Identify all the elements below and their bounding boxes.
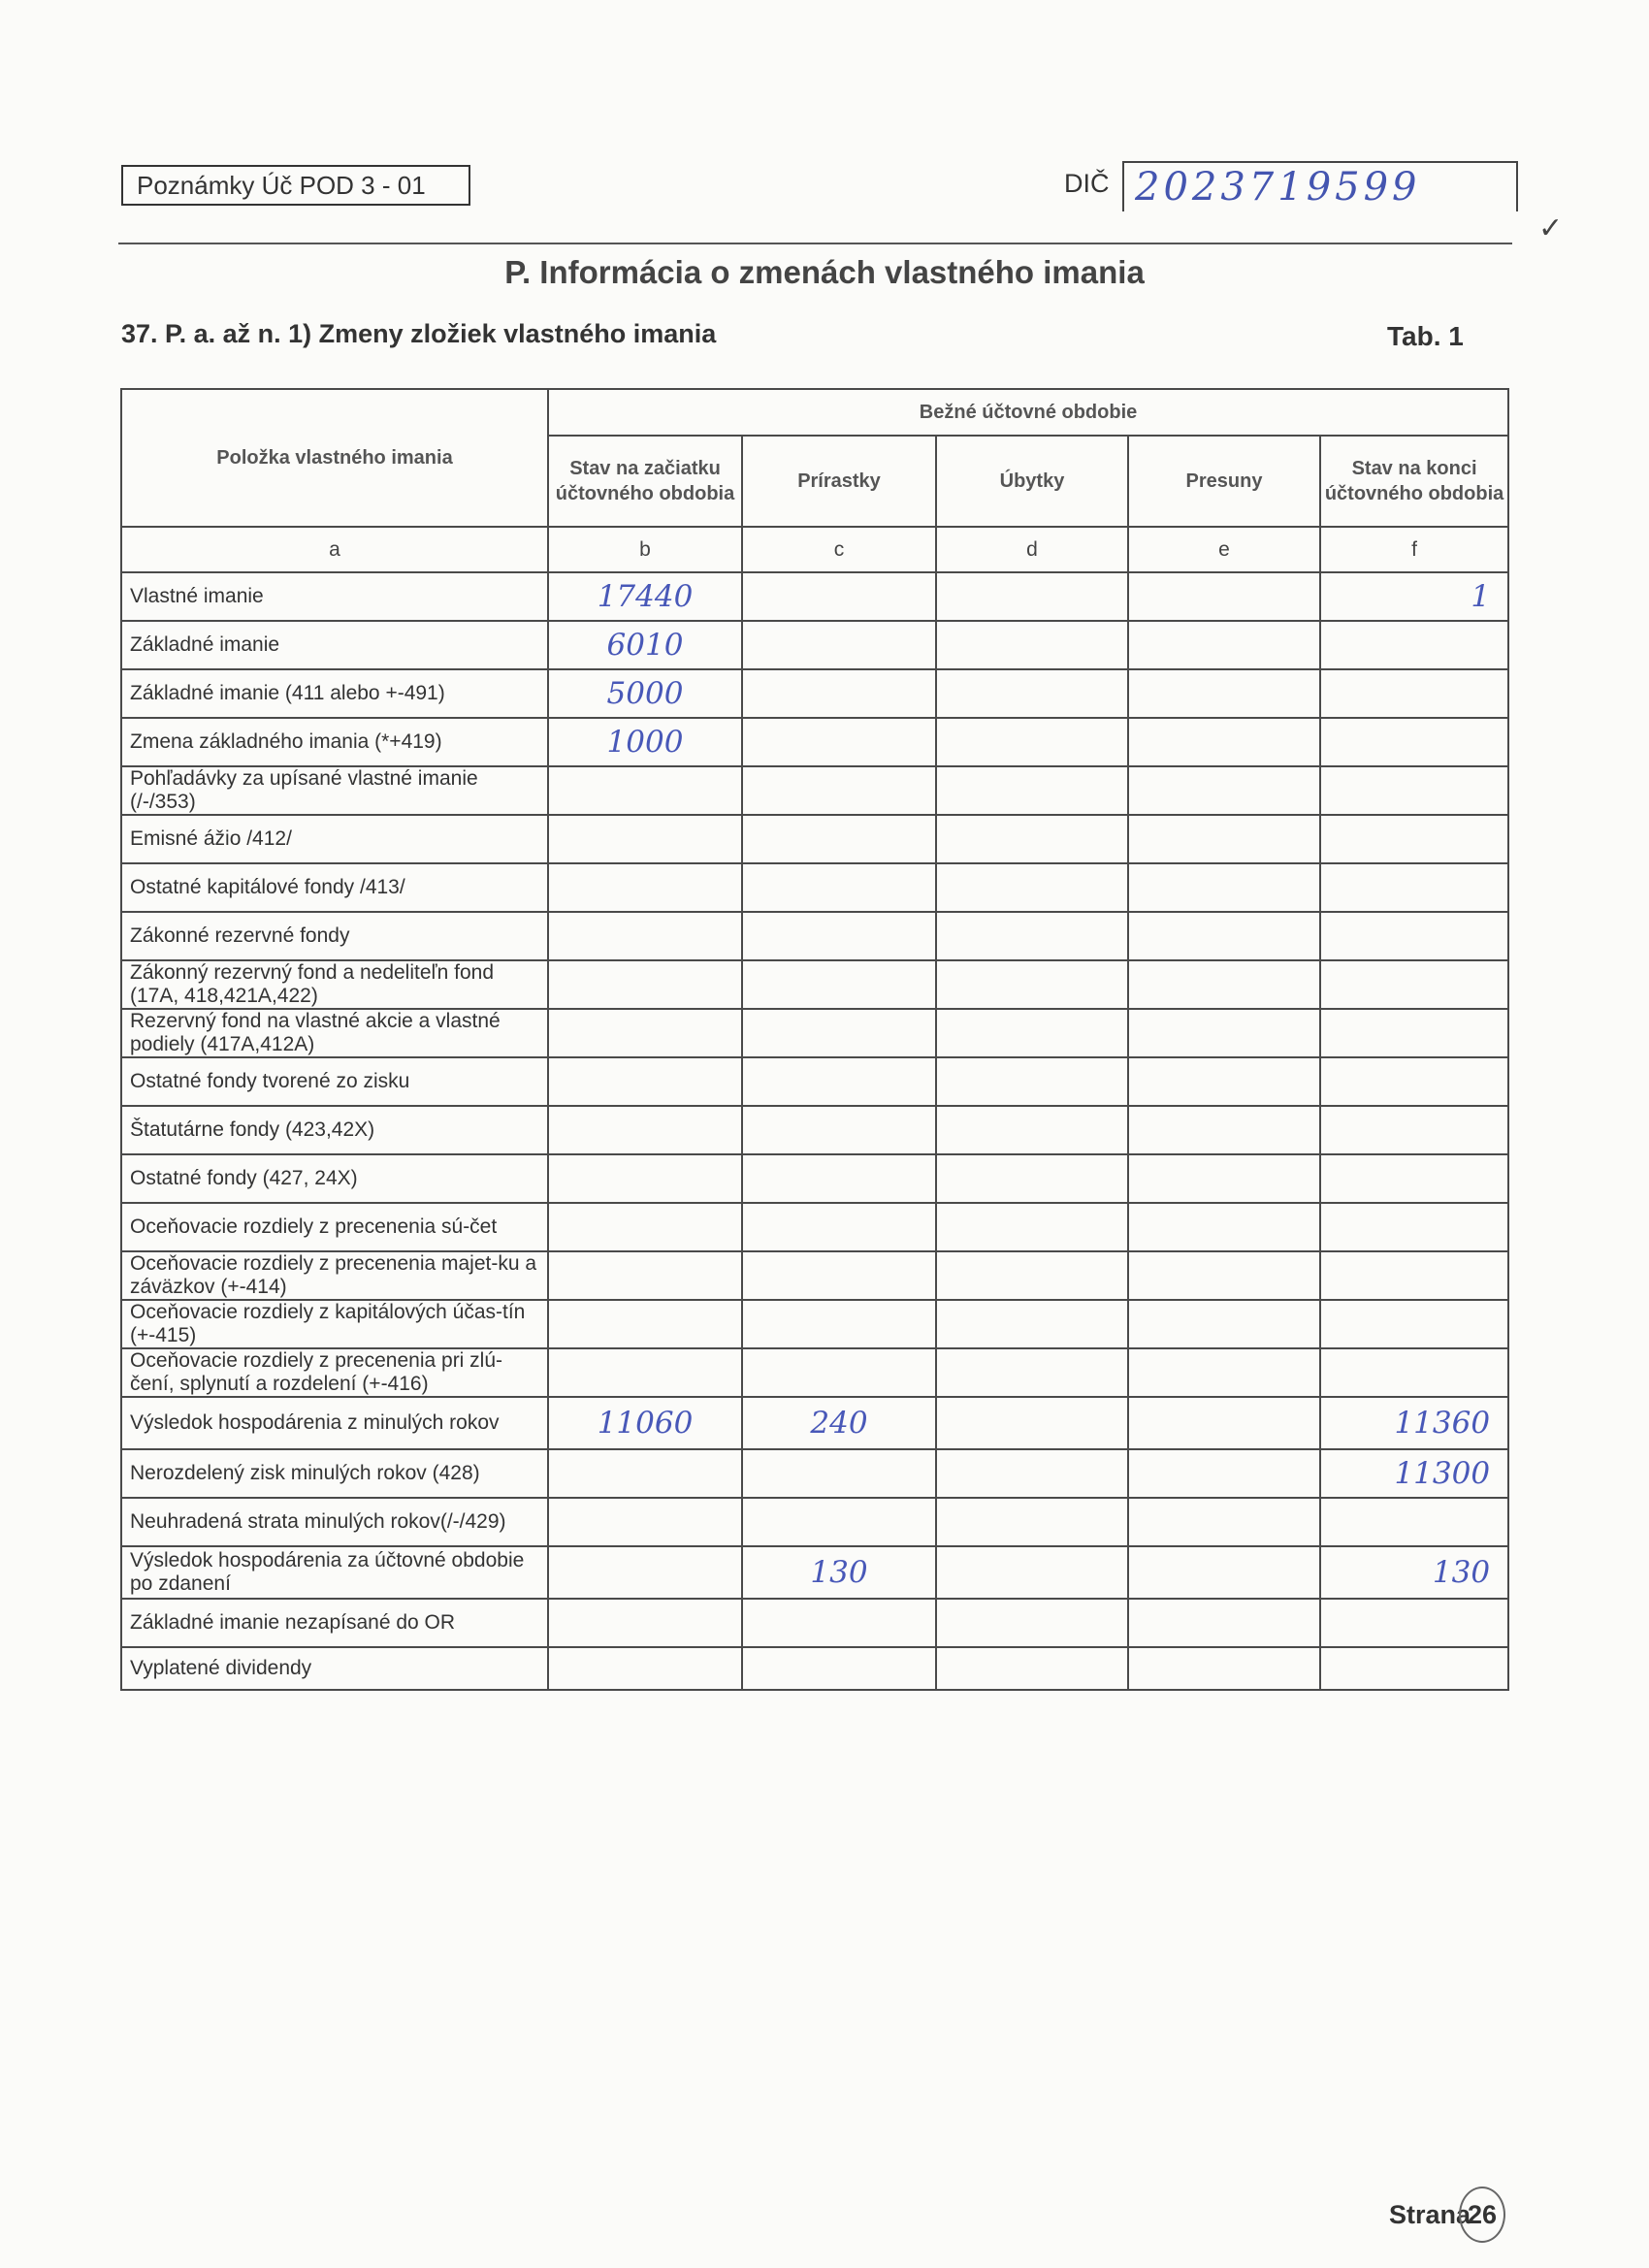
cell-e bbox=[1128, 1546, 1320, 1599]
cell-e bbox=[1128, 1498, 1320, 1546]
cell-c bbox=[742, 1251, 936, 1300]
cell-b bbox=[548, 1599, 742, 1647]
col-letter-c: c bbox=[742, 527, 936, 572]
cell-b bbox=[548, 1498, 742, 1546]
cell-e bbox=[1128, 1599, 1320, 1647]
row-label: Oceňovacie rozdiely z kapitálových účas-tín (+-415) bbox=[121, 1300, 548, 1348]
cell-f bbox=[1320, 1498, 1508, 1546]
cell-b bbox=[548, 1106, 742, 1154]
row-label: Ostatné kapitálové fondy /413/ bbox=[121, 863, 548, 912]
cell-f bbox=[1320, 1251, 1508, 1300]
row-label: Rezervný fond na vlastné akcie a vlastné podiely (417A,412A) bbox=[121, 1009, 548, 1057]
cell-f bbox=[1320, 1057, 1508, 1106]
table-body bbox=[121, 572, 1508, 1690]
equity-changes-table bbox=[120, 388, 1509, 1691]
col-letter-d: d bbox=[936, 527, 1128, 572]
row-label: Zákonný rezervný fond a nedeliteľn fond (17A, 418,421A,422) bbox=[121, 960, 548, 1009]
cell-d bbox=[936, 1546, 1128, 1599]
cell-d bbox=[936, 1647, 1128, 1690]
cell-d bbox=[936, 1397, 1128, 1449]
cell-c bbox=[742, 863, 936, 912]
cell-d bbox=[936, 912, 1128, 960]
row-label: Základné imanie nezapísané do OR bbox=[121, 1599, 548, 1647]
cell-f bbox=[1320, 621, 1508, 669]
cell-b bbox=[548, 1449, 742, 1498]
table-row bbox=[121, 766, 1508, 815]
cell-f: 11360 bbox=[1320, 1397, 1508, 1449]
table-row bbox=[121, 912, 1508, 960]
cell-e bbox=[1128, 1647, 1320, 1690]
dic-label: DIČ bbox=[1064, 169, 1110, 198]
page-number: 26 bbox=[1459, 2187, 1505, 2243]
cell-e bbox=[1128, 572, 1320, 621]
cell-e bbox=[1128, 1251, 1320, 1300]
cell-e bbox=[1128, 1397, 1320, 1449]
cell-d bbox=[936, 1251, 1128, 1300]
cell-f bbox=[1320, 669, 1508, 718]
cell-f bbox=[1320, 1106, 1508, 1154]
cell-c: 240 bbox=[742, 1397, 936, 1449]
cell-c bbox=[742, 766, 936, 815]
cell-c bbox=[742, 1498, 936, 1546]
cell-f bbox=[1320, 1348, 1508, 1397]
col-letter-b: b bbox=[548, 527, 742, 572]
cell-c bbox=[742, 1449, 936, 1498]
table-row bbox=[121, 1498, 1508, 1546]
table-row bbox=[121, 1009, 1508, 1057]
cell-e bbox=[1128, 1300, 1320, 1348]
row-label: Štatutárne fondy (423,42X) bbox=[121, 1106, 548, 1154]
cell-f bbox=[1320, 912, 1508, 960]
row-label: Neuhradená strata minulých rokov(/-/429) bbox=[121, 1498, 548, 1546]
cell-c bbox=[742, 1009, 936, 1057]
row-label: Pohľadávky za upísané vlastné imanie (/-/353) bbox=[121, 766, 548, 815]
row-label: Vlastné imanie bbox=[121, 572, 548, 621]
cell-d bbox=[936, 1599, 1128, 1647]
cell-d bbox=[936, 718, 1128, 766]
cell-d bbox=[936, 1498, 1128, 1546]
cell-f bbox=[1320, 1599, 1508, 1647]
cell-c bbox=[742, 621, 936, 669]
row-label: Zákonné rezervné fondy bbox=[121, 912, 548, 960]
header-divider bbox=[118, 243, 1512, 244]
cell-e bbox=[1128, 1154, 1320, 1203]
row-label: Zmena základného imania (*+419) bbox=[121, 718, 548, 766]
table-row bbox=[121, 1057, 1508, 1106]
cell-f bbox=[1320, 815, 1508, 863]
cell-e bbox=[1128, 1106, 1320, 1154]
cell-b bbox=[548, 960, 742, 1009]
row-label: Základné imanie bbox=[121, 621, 548, 669]
cell-e bbox=[1128, 766, 1320, 815]
cell-d bbox=[936, 1154, 1128, 1203]
cell-c bbox=[742, 669, 936, 718]
cell-b bbox=[548, 1154, 742, 1203]
cell-f bbox=[1320, 1154, 1508, 1203]
cell-c bbox=[742, 1348, 936, 1397]
cell-d bbox=[936, 1057, 1128, 1106]
table-row bbox=[121, 1154, 1508, 1203]
check-mark-icon: ✓ bbox=[1538, 212, 1564, 244]
table-row bbox=[121, 1546, 1508, 1599]
dic-value: 2023719599 bbox=[1135, 165, 1421, 210]
row-label: Oceňovacie rozdiely z precenenia majet-ku a záväzkov (+-414) bbox=[121, 1251, 548, 1300]
cell-c bbox=[742, 1647, 936, 1690]
period-header: Bežné účtovné obdobie bbox=[548, 389, 1508, 436]
cell-b bbox=[548, 1546, 742, 1599]
table-row bbox=[121, 815, 1508, 863]
cell-b bbox=[548, 766, 742, 815]
col-header-c: Prírastky bbox=[742, 436, 936, 527]
row-label: Vyplatené dividendy bbox=[121, 1647, 548, 1690]
cell-b bbox=[548, 912, 742, 960]
cell-c bbox=[742, 1599, 936, 1647]
cell-f bbox=[1320, 1009, 1508, 1057]
cell-f bbox=[1320, 1300, 1508, 1348]
row-label: Výsledok hospodárenia za účtovné obdobie po zdanení bbox=[121, 1546, 548, 1599]
cell-c bbox=[742, 1203, 936, 1251]
item-column-header: Položka vlastného imania bbox=[121, 389, 548, 527]
row-label: Ostatné fondy tvorené zo zisku bbox=[121, 1057, 548, 1106]
col-header-f: Stav na konci účtovného obdobia bbox=[1320, 436, 1508, 527]
cell-d bbox=[936, 572, 1128, 621]
col-header-b: Stav na začiatku účtovného obdobia bbox=[548, 436, 742, 527]
row-label: Oceňovacie rozdiely z precenenia sú-čet bbox=[121, 1203, 548, 1251]
cell-b bbox=[548, 1057, 742, 1106]
col-header-e: Presuny bbox=[1128, 436, 1320, 527]
cell-e bbox=[1128, 863, 1320, 912]
table-row bbox=[121, 621, 1508, 669]
cell-b bbox=[548, 1348, 742, 1397]
cell-b: 11060 bbox=[548, 1397, 742, 1449]
table-row bbox=[121, 572, 1508, 621]
cell-d bbox=[936, 815, 1128, 863]
cell-c bbox=[742, 1057, 936, 1106]
cell-c bbox=[742, 1300, 936, 1348]
cell-b bbox=[548, 1300, 742, 1348]
cell-c bbox=[742, 815, 936, 863]
col-letter-f: f bbox=[1320, 527, 1508, 572]
cell-e bbox=[1128, 912, 1320, 960]
cell-d bbox=[936, 766, 1128, 815]
page-label: Strana bbox=[1389, 2200, 1471, 2229]
cell-e bbox=[1128, 1348, 1320, 1397]
cell-f: 1 bbox=[1320, 572, 1508, 621]
cell-f: 130 bbox=[1320, 1546, 1508, 1599]
cell-f bbox=[1320, 718, 1508, 766]
cell-d bbox=[936, 669, 1128, 718]
cell-c bbox=[742, 718, 936, 766]
cell-d bbox=[936, 960, 1128, 1009]
cell-b: 6010 bbox=[548, 621, 742, 669]
table-row bbox=[121, 863, 1508, 912]
table-row bbox=[121, 1251, 1508, 1300]
row-label: Oceňovacie rozdiely z precenenia pri zlú-čení, splynutí a rozdelení (+-416) bbox=[121, 1348, 548, 1397]
section-title: P. Informácia o zmenách vlastného imania bbox=[504, 254, 1145, 290]
table-row bbox=[121, 1106, 1508, 1154]
table-row bbox=[121, 718, 1508, 766]
cell-c bbox=[742, 1106, 936, 1154]
table-number: Tab. 1 bbox=[1387, 321, 1464, 351]
cell-c: 130 bbox=[742, 1546, 936, 1599]
table-row bbox=[121, 1449, 1508, 1498]
cell-d bbox=[936, 621, 1128, 669]
cell-c bbox=[742, 572, 936, 621]
row-label: Nerozdelený zisk minulých rokov (428) bbox=[121, 1449, 548, 1498]
cell-c bbox=[742, 1154, 936, 1203]
row-label: Výsledok hospodárenia z minulých rokov bbox=[121, 1397, 548, 1449]
table-subtitle: 37. P. a. až n. 1) Zmeny zložiek vlastného imania bbox=[121, 319, 717, 348]
cell-d bbox=[936, 863, 1128, 912]
table-row bbox=[121, 1203, 1508, 1251]
cell-e bbox=[1128, 718, 1320, 766]
cell-d bbox=[936, 1009, 1128, 1057]
table-row bbox=[121, 669, 1508, 718]
form-id-box: Poznámky Úč POD 3 - 01 bbox=[121, 165, 470, 206]
cell-c bbox=[742, 960, 936, 1009]
cell-f bbox=[1320, 863, 1508, 912]
cell-f bbox=[1320, 1647, 1508, 1690]
cell-b bbox=[548, 1647, 742, 1690]
cell-e bbox=[1128, 1057, 1320, 1106]
cell-d bbox=[936, 1449, 1128, 1498]
cell-e bbox=[1128, 815, 1320, 863]
table-row bbox=[121, 960, 1508, 1009]
row-label: Emisné ážio /412/ bbox=[121, 815, 548, 863]
table-row bbox=[121, 1348, 1508, 1397]
cell-b: 5000 bbox=[548, 669, 742, 718]
table-row bbox=[121, 1647, 1508, 1690]
cell-e bbox=[1128, 669, 1320, 718]
row-label: Ostatné fondy (427, 24X) bbox=[121, 1154, 548, 1203]
cell-c bbox=[742, 912, 936, 960]
cell-e bbox=[1128, 1203, 1320, 1251]
cell-d bbox=[936, 1300, 1128, 1348]
cell-e bbox=[1128, 621, 1320, 669]
cell-e bbox=[1128, 1009, 1320, 1057]
cell-b bbox=[548, 1203, 742, 1251]
cell-d bbox=[936, 1106, 1128, 1154]
col-letter-e: e bbox=[1128, 527, 1320, 572]
table-row bbox=[121, 1397, 1508, 1449]
col-header-d: Úbytky bbox=[936, 436, 1128, 527]
cell-e bbox=[1128, 1449, 1320, 1498]
cell-d bbox=[936, 1203, 1128, 1251]
row-label: Základné imanie (411 alebo +-491) bbox=[121, 669, 548, 718]
cell-b bbox=[548, 815, 742, 863]
table-row bbox=[121, 1599, 1508, 1647]
cell-d bbox=[936, 1348, 1128, 1397]
cell-b bbox=[548, 863, 742, 912]
cell-b bbox=[548, 1251, 742, 1300]
col-letter-a: a bbox=[121, 527, 548, 572]
cell-b bbox=[548, 1009, 742, 1057]
cell-f bbox=[1320, 766, 1508, 815]
table-row bbox=[121, 1300, 1508, 1348]
cell-f bbox=[1320, 960, 1508, 1009]
cell-f bbox=[1320, 1203, 1508, 1251]
cell-b: 17440 bbox=[548, 572, 742, 621]
cell-b: 1000 bbox=[548, 718, 742, 766]
cell-e bbox=[1128, 960, 1320, 1009]
cell-f: 11300 bbox=[1320, 1449, 1508, 1498]
